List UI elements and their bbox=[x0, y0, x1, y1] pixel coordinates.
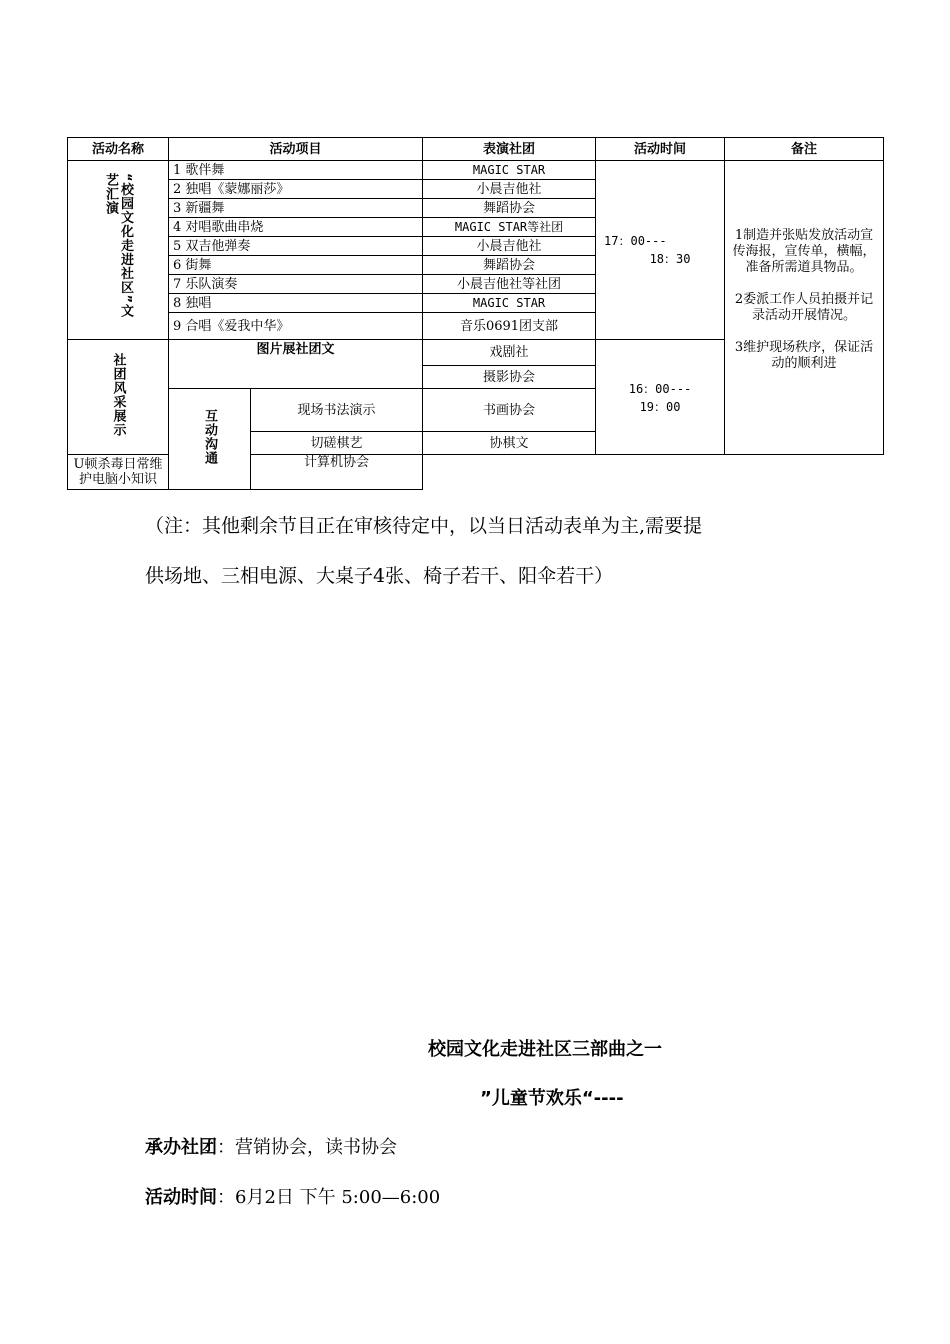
club-cell: 戏剧社 bbox=[423, 340, 596, 366]
section2-time-end: 19：00 bbox=[639, 400, 681, 414]
organizer-line bbox=[145, 1133, 397, 1159]
club-cell: 协棋文 bbox=[423, 432, 596, 455]
item-cell: 2 独唱《蒙娜丽莎》 bbox=[169, 180, 423, 199]
section1-name: “校园文化走进社区”文艺汇演 bbox=[103, 173, 133, 319]
header-activity-item: 活动项目 bbox=[169, 138, 423, 161]
section1-time-end: 18：30 bbox=[649, 252, 691, 266]
club-cell: 舞蹈协会 bbox=[423, 199, 596, 218]
event-time-line bbox=[145, 1183, 440, 1209]
club-cell: 计算机协会 bbox=[251, 455, 423, 490]
item-cell: 5 双吉他弹奏 bbox=[169, 237, 423, 256]
item-cell: 1 歌伴舞 bbox=[169, 161, 423, 180]
organizer-value: ：营销协会，读书协会 bbox=[217, 1137, 397, 1158]
section2-time-start: 16：00--- bbox=[628, 382, 692, 396]
item-cell: 切磋棋艺 bbox=[251, 432, 423, 455]
table-row bbox=[68, 161, 884, 180]
header-notes: 备注 bbox=[725, 138, 884, 161]
notes-cell bbox=[725, 161, 884, 455]
club-cell: 舞蹈协会 bbox=[423, 256, 596, 275]
activity-schedule-table bbox=[67, 137, 884, 490]
item-cell: 现场书法演示 bbox=[251, 389, 423, 432]
header-performing-club: 表演社团 bbox=[423, 138, 596, 161]
club-cell: 摄影协会 bbox=[423, 366, 596, 389]
event-time-label: 活动时间 bbox=[145, 1187, 217, 1208]
club-cell: 小晨吉他社 bbox=[423, 237, 596, 256]
item-cell: 3 新疆舞 bbox=[169, 199, 423, 218]
header-activity-time: 活动时间 bbox=[596, 138, 725, 161]
display-label-cell: 图片展社团文 bbox=[169, 340, 423, 389]
item-cell: 4 对唱歌曲串烧 bbox=[169, 218, 423, 237]
event-time-value: ：6月2日 下午 5:00—6:00 bbox=[217, 1187, 441, 1208]
section1-time-cell bbox=[596, 161, 725, 340]
club-cell: MAGIC STAR bbox=[423, 294, 596, 313]
interact-label-cell bbox=[169, 389, 251, 490]
section2-time-cell bbox=[596, 340, 725, 455]
section2-name-cell bbox=[68, 340, 169, 455]
section1-time-start: 17：00--- bbox=[604, 234, 667, 248]
item-cell: 7 乐队演奏 bbox=[169, 275, 423, 294]
item-cell: 9 合唱《爱我中华》 bbox=[169, 313, 423, 340]
club-cell: 小晨吉他社等社团 bbox=[423, 275, 596, 294]
header-activity-name: 活动名称 bbox=[68, 138, 169, 161]
organizer-label: 承办社团 bbox=[145, 1137, 217, 1158]
section-heading: 校园文化走进社区三部曲之一 bbox=[428, 1039, 662, 1060]
note-text-line-2: 供场地、三相电源、大桌子4张、椅子若干、阳伞若干） bbox=[145, 565, 614, 587]
section-subheading: ”儿童节欢乐“---- bbox=[480, 1088, 624, 1109]
club-cell: 书画协会 bbox=[423, 389, 596, 432]
note-3: 3维护现场秩序，保证活动的顺利进 bbox=[734, 339, 874, 371]
item-cell: 6 街舞 bbox=[169, 256, 423, 275]
table-header-row bbox=[68, 138, 884, 161]
club-cell: 音乐0691团支部 bbox=[423, 313, 596, 340]
interact-label: 互动沟通 bbox=[202, 409, 217, 465]
note-2: 2委派工作人员拍摄并记录活动开展情况。 bbox=[734, 291, 874, 323]
section2-name: 社团风采展示 bbox=[110, 353, 126, 437]
item-cell: U顿杀毒日常维护电脑小知识 bbox=[68, 455, 169, 490]
section1-name-cell bbox=[68, 161, 169, 340]
note-1: 1制造并张贴发放活动宣传海报，宣传单，横幅，准备所需道具物品。 bbox=[732, 227, 876, 275]
note-text-line-1: （注：其他剩余节目正在审核待定中，以当日活动表单为主,需要提 bbox=[145, 515, 703, 537]
club-cell: MAGIC STAR bbox=[423, 161, 596, 180]
item-cell: 8 独唱 bbox=[169, 294, 423, 313]
club-cell: 小晨吉他社 bbox=[423, 180, 596, 199]
club-cell: MAGIC STAR等社团 bbox=[423, 218, 596, 237]
